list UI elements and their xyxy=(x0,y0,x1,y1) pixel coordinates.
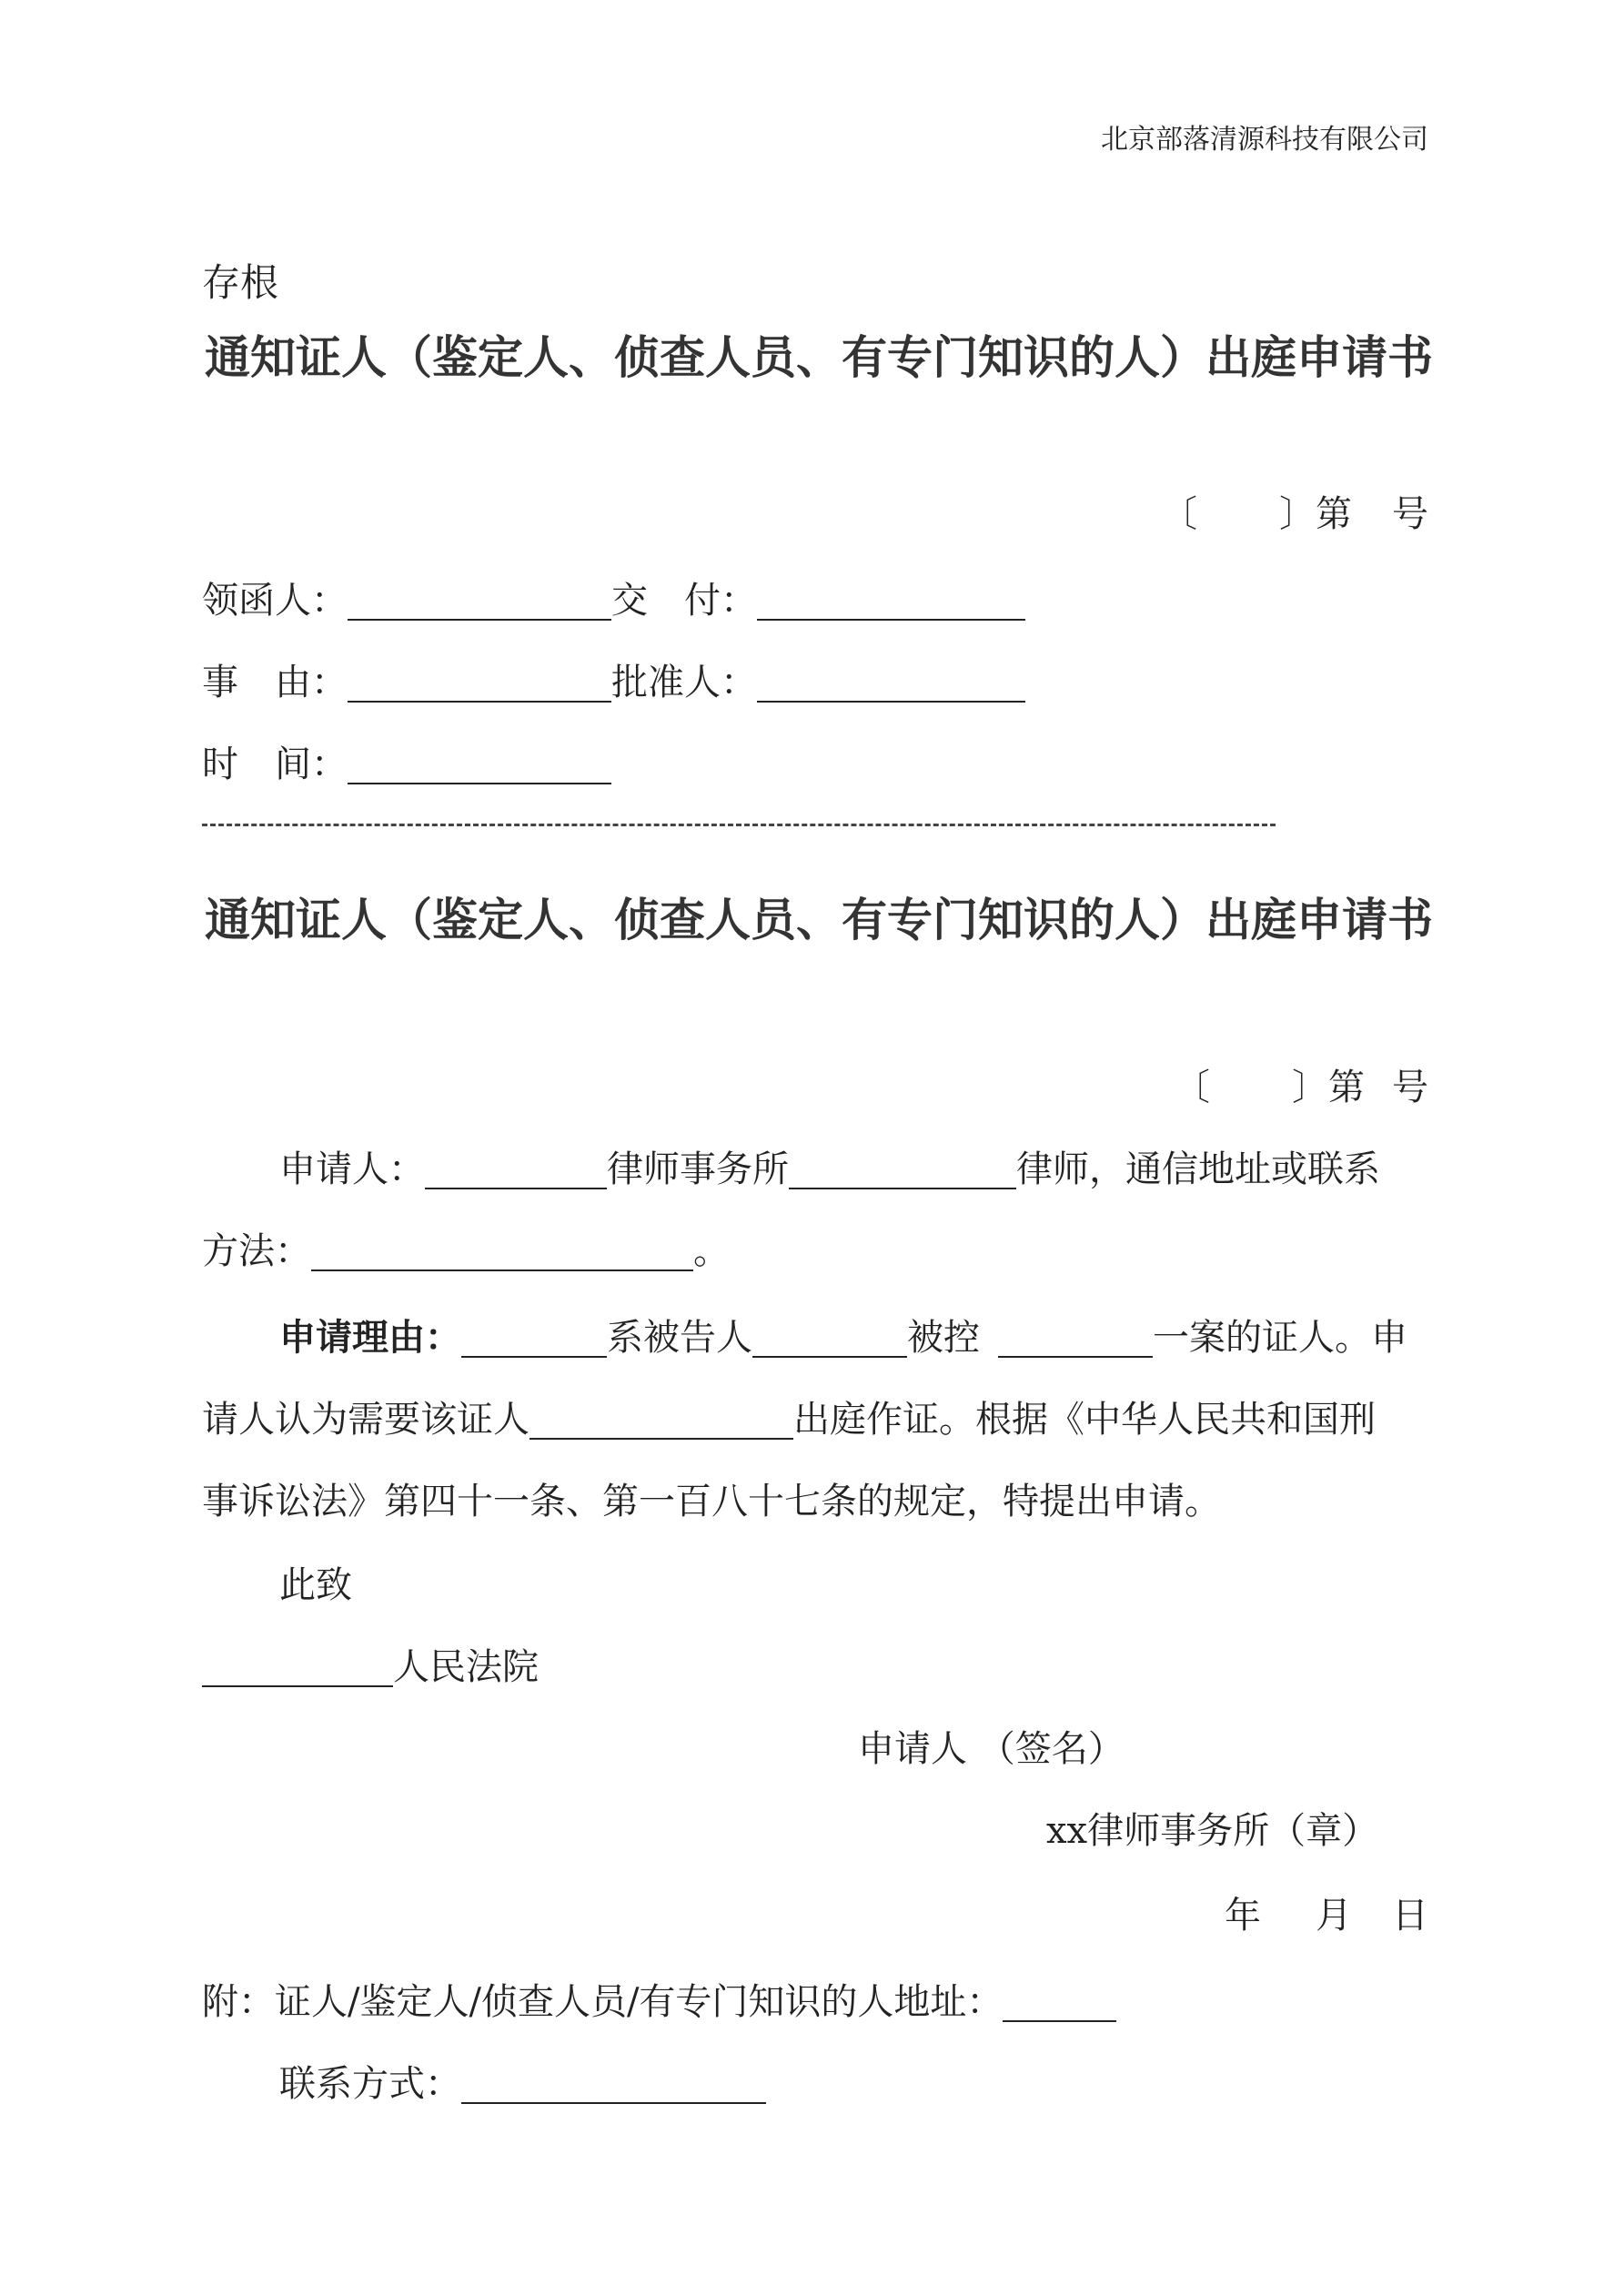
recipient-blank[interactable] xyxy=(348,579,611,621)
court-suffix: 人民法院 xyxy=(393,1646,539,1688)
reason-line2-a: 请人认为需要该证人 xyxy=(202,1399,530,1441)
contact-method-blank[interactable] xyxy=(461,2062,766,2104)
reason-label: 事 由： xyxy=(202,662,348,703)
date-year: 年 xyxy=(1225,1895,1261,1937)
contact-method-row xyxy=(279,2057,766,2111)
salutation: 此致 xyxy=(279,1564,352,1606)
main-title: 通知证人（鉴定人、侦查人员、有专门知识的人）出庭申请书 xyxy=(205,894,1433,946)
reason-row-1 xyxy=(279,1310,1407,1365)
stub-recipient-row xyxy=(202,573,1025,628)
stub-number-open: 〔 xyxy=(1161,493,1197,535)
reason-row-3: 事诉讼法》第四十一条、第一百八十七条的规定，特提出申请。 xyxy=(202,1481,1221,1522)
date-day: 日 xyxy=(1392,1895,1428,1937)
approver-label: 批准人： xyxy=(611,662,757,703)
case-blank[interactable] xyxy=(998,1316,1153,1358)
delivery-label: 交 付： xyxy=(611,580,757,622)
stub-number-suffix: 号 xyxy=(1392,493,1428,535)
main-number-open: 〔 xyxy=(1174,1067,1210,1108)
date-month: 月 xyxy=(1316,1895,1352,1937)
applicant-signature: 申请人 （签名） xyxy=(858,1728,1125,1770)
recipient-label: 领函人： xyxy=(202,580,348,622)
applicant-row xyxy=(279,1142,1380,1197)
delivery-blank[interactable] xyxy=(757,579,1025,621)
stub-label: 存根 xyxy=(202,260,279,305)
reason-line2-b: 出庭作证。根据《中华人民共和国刑 xyxy=(793,1399,1376,1441)
reason-heading: 申请理由： xyxy=(279,1316,461,1359)
reason-part1: 系被告人 xyxy=(607,1317,752,1359)
stub-title: 通知证人（鉴定人、侦查人员、有专门知识的人）出庭申请书 xyxy=(205,331,1433,384)
attachment-text: 附：证人/鉴定人/侦查人员/有专门知识的人地址： xyxy=(202,1981,1004,2023)
law-firm-text: 律师事务所 xyxy=(607,1148,789,1190)
contact-row xyxy=(202,1224,730,1279)
contact-method-label: 联系方式： xyxy=(279,2063,461,2105)
applicant-blank[interactable] xyxy=(425,1148,607,1189)
approver-blank[interactable] xyxy=(757,661,1025,703)
contact-end: 。 xyxy=(693,1230,730,1272)
lawyer-text: 律师，通信地址或联系 xyxy=(1016,1148,1380,1190)
witness-name-blank[interactable] xyxy=(461,1316,607,1358)
main-number-suffix: 号 xyxy=(1392,1067,1428,1108)
reason-blank[interactable] xyxy=(348,661,611,703)
reason-part3: 一案的证人。申 xyxy=(1153,1317,1407,1359)
reason-part2: 被控 xyxy=(907,1317,980,1359)
time-blank[interactable] xyxy=(348,743,611,784)
main-number-close: 〕第 xyxy=(1292,1067,1365,1108)
stub-number-line xyxy=(1161,487,1428,541)
attachment-row xyxy=(202,1975,1116,2029)
stub-number-close: 〕第 xyxy=(1279,493,1352,535)
main-number-line xyxy=(1174,1060,1428,1115)
contact-label: 方法： xyxy=(202,1230,311,1272)
date-row xyxy=(1225,1888,1428,1943)
time-label: 时 间： xyxy=(202,743,348,785)
court-row xyxy=(202,1640,539,1694)
firm-seal: xx律师事务所（章） xyxy=(1046,1810,1379,1852)
contact-blank[interactable] xyxy=(311,1229,693,1271)
defendant-blank[interactable] xyxy=(752,1316,907,1358)
stub-time-row xyxy=(202,737,611,792)
applicant-label: 申请人： xyxy=(279,1148,425,1190)
address-blank[interactable] xyxy=(1003,1980,1116,2022)
cut-separator xyxy=(202,824,1276,826)
lawyer-name-blank[interactable] xyxy=(789,1148,1016,1189)
reason-row-2 xyxy=(202,1392,1376,1447)
court-blank[interactable] xyxy=(202,1645,393,1687)
witness-blank-2[interactable] xyxy=(530,1398,793,1440)
stub-reason-row xyxy=(202,655,1025,710)
company-header: 北京部落清源科技有限公司 xyxy=(1101,124,1428,156)
